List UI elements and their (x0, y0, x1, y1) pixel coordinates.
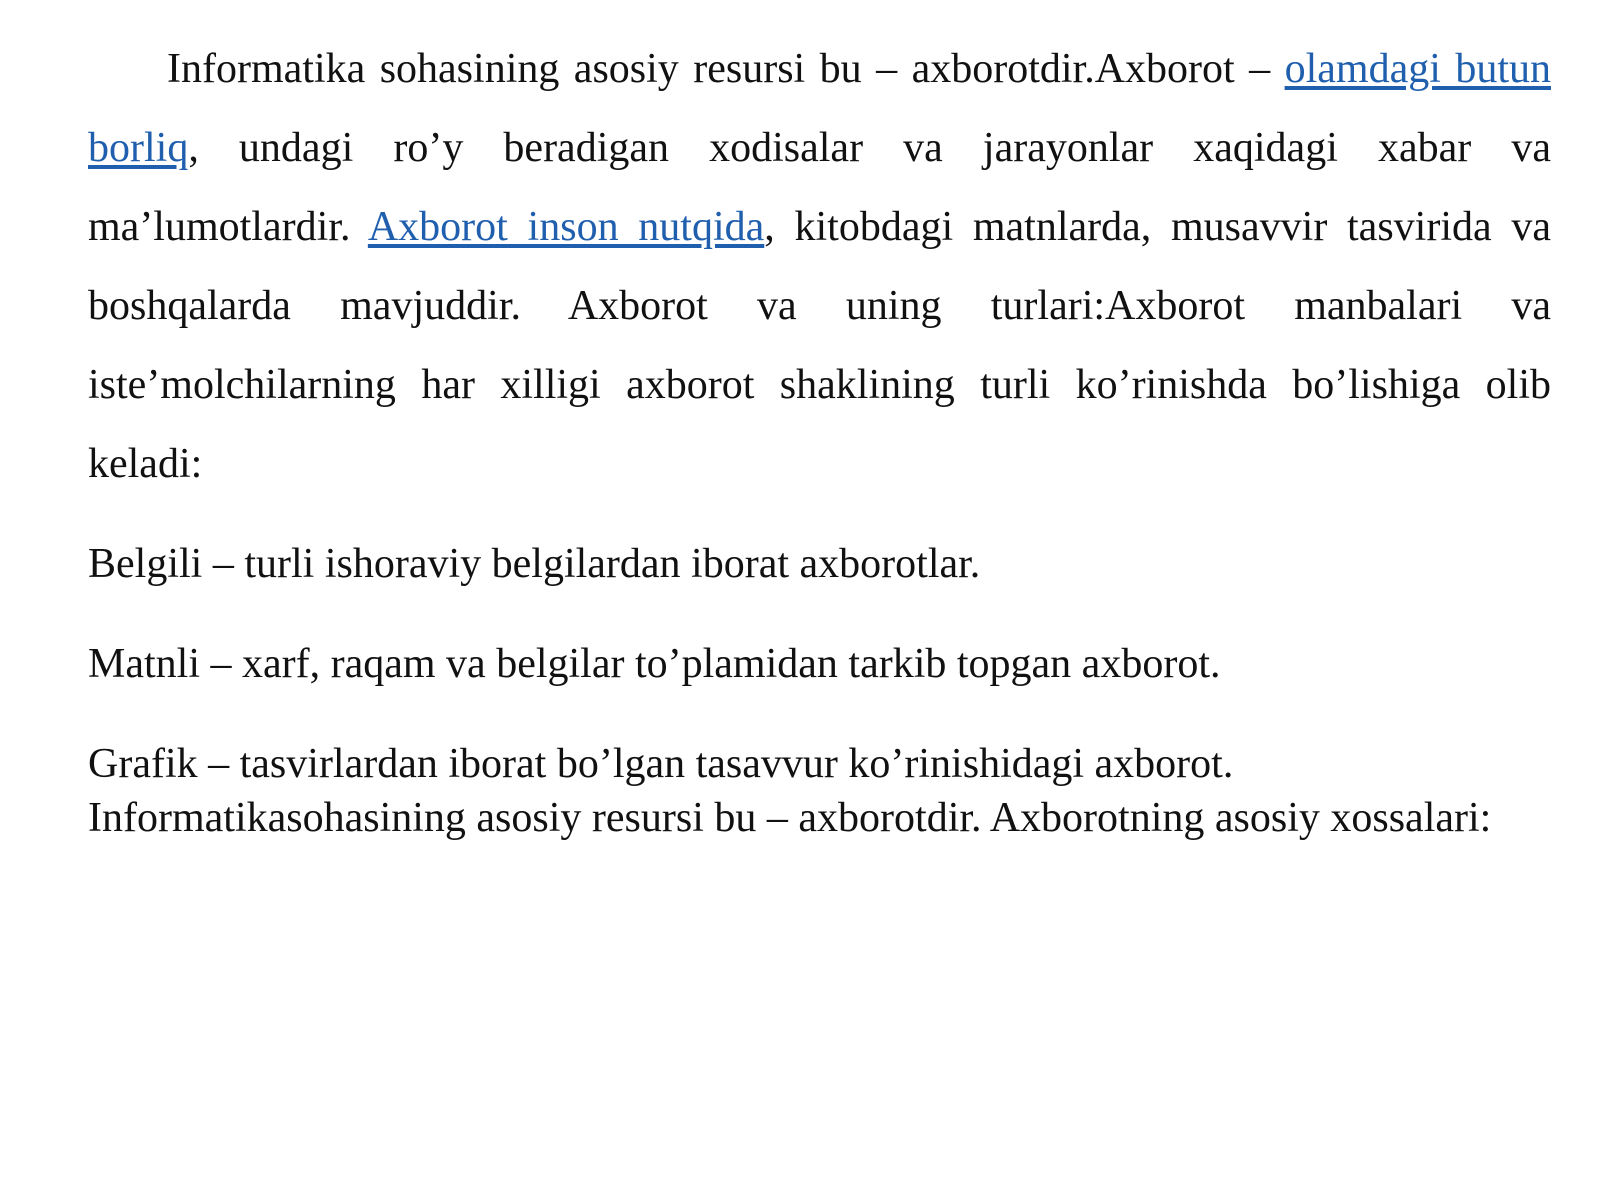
list-item-belgili: Belgili – turli ishoraviy belgilardan iborat axborotlar. (88, 541, 981, 587)
main-paragraph-text-3: , kitobdagi matnlarda, musavvir tasvirida va boshqalarda mavjuddir. Axborot va uning turlari:Axborot manbalari va iste’molchilarning har xilligi axborot shaklining turli ko’rinishda bo’lishiga olib keladi: (88, 204, 1551, 487)
closing-paragraph: Informatikasohasining asosiy resursi bu – axborotdir. Axborotning asosiy xossalari: (88, 795, 1492, 841)
link-olamdagi-butun-borliq[interactable]: olamdagi butun borliq (88, 46, 1551, 171)
main-paragraph-text-2: , undagi ro’y beradigan xodisalar va jarayonlar xaqidagi xabar va ma’lumotlardir. (88, 125, 1551, 250)
list-item-matnli: Matnli – xarf, raqam va belgilar to’plamidan tarkib topgan axborot. (88, 641, 1221, 687)
main-paragraph-text-1: Informatika sohasining asosiy resursi bu – axborotdir.Axborot – (167, 46, 1285, 92)
list-item-grafik: Grafik – tasvirlardan iborat bo’lgan tasavvur ko’rinishidagi axborot. (88, 741, 1234, 787)
document-page (88, 30, 1551, 845)
main-paragraph (88, 30, 1551, 504)
link-axborot-inson-nutqida[interactable]: Axborot inson nutqida (367, 204, 765, 250)
